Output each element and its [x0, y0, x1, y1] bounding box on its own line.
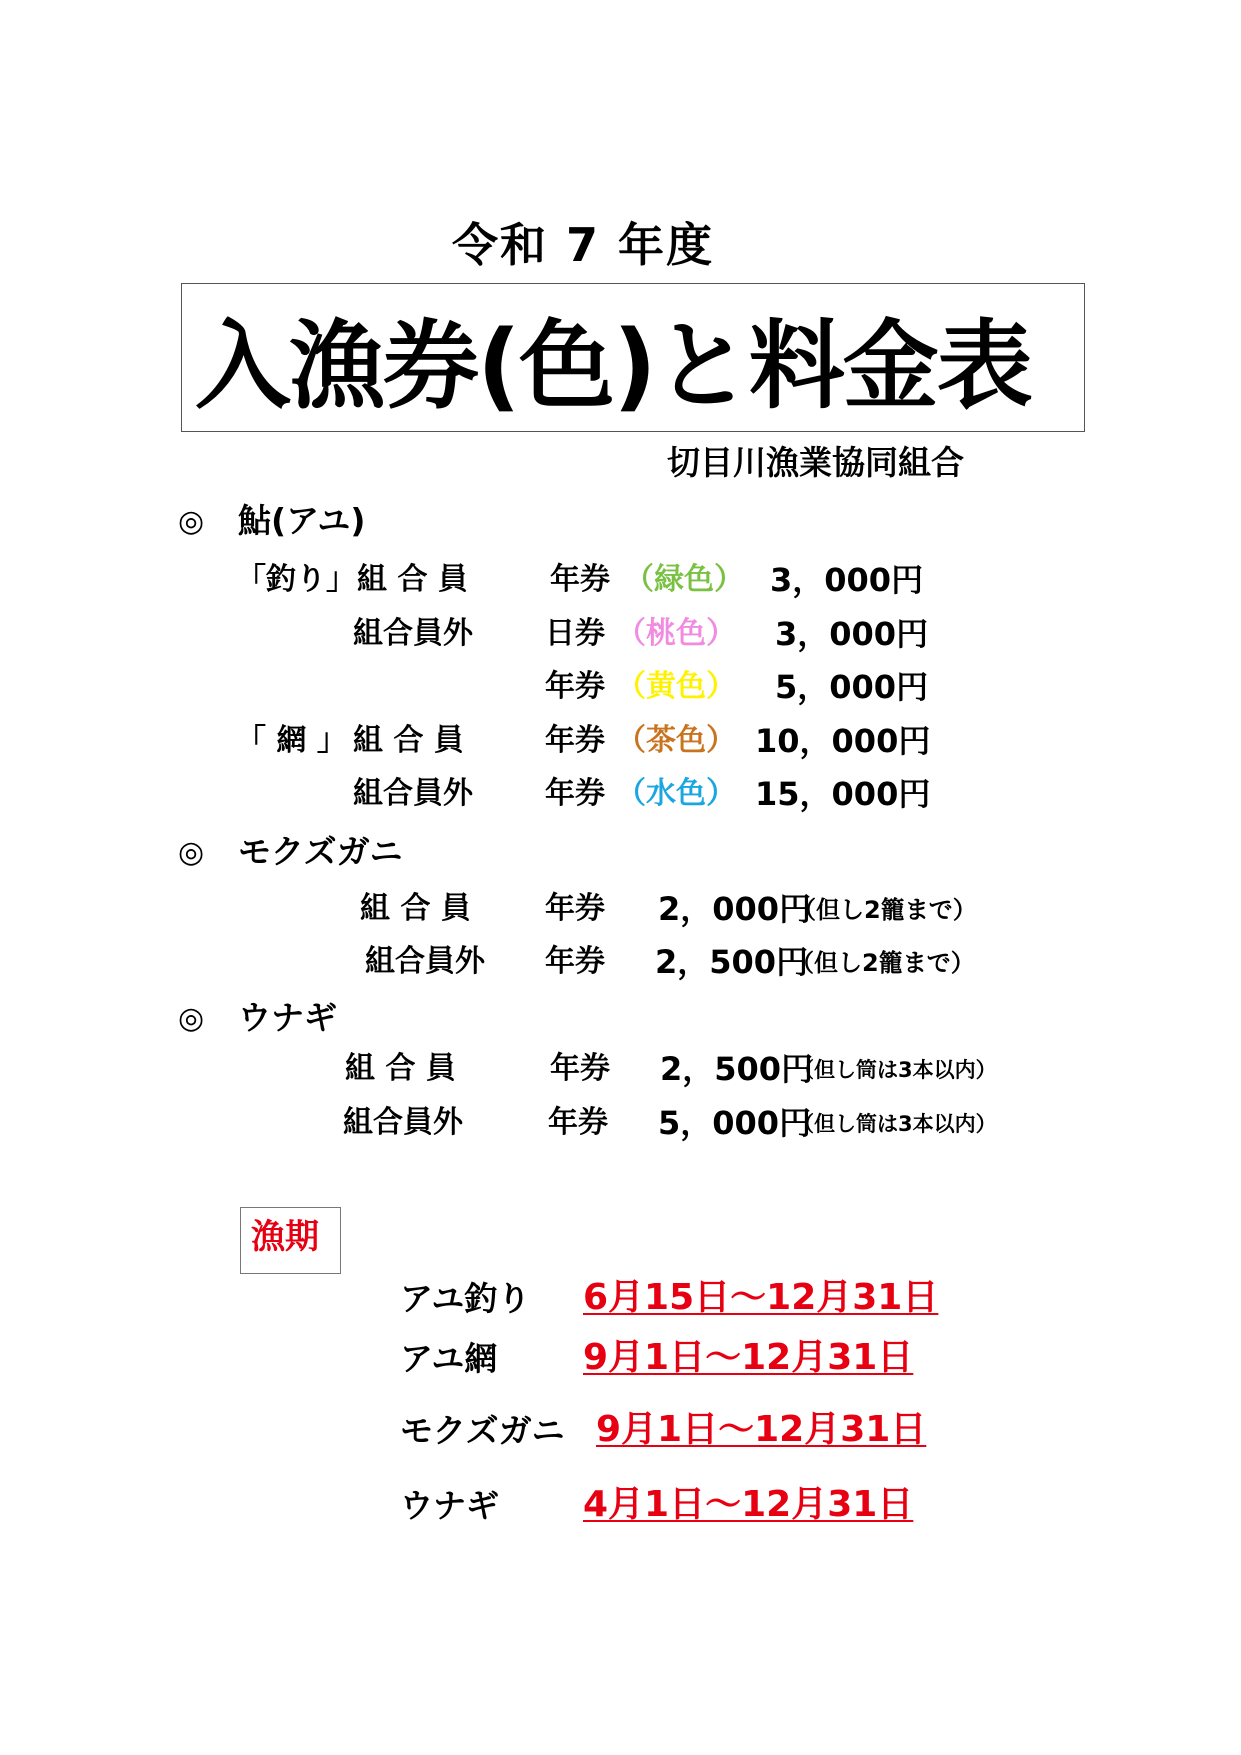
season-dates-mokuzugani: 9月1日～12月31日 — [596, 1409, 927, 1450]
mokuzugani-price: 2，500円 — [655, 943, 809, 981]
season-species-ayu-fishing: アユ釣り — [400, 1279, 531, 1318]
ayu-member: 組 合 員 — [357, 562, 468, 597]
season-dates-ayu-fishing: 6月15日～12月31日 — [583, 1277, 939, 1318]
ayu-price: 10，000円 — [755, 722, 931, 760]
season-dates-ayu-net: 9月1日～12月31日 — [583, 1337, 914, 1378]
unagi-price: 2，500円 — [660, 1050, 814, 1088]
season-dates-unagi: 4月1日～12月31日 — [583, 1484, 914, 1525]
section-heading-mokuzugani: モクズガニ — [238, 832, 403, 871]
mokuzugani-note: （但し2籠まで） — [792, 896, 977, 924]
mokuzugani-price: 2，000円 — [658, 890, 812, 928]
season-species-mokuzugani: モクズガニ — [400, 1411, 565, 1450]
ticket-color-green: （緑色） — [624, 562, 744, 597]
unagi-note: （但し筒は3本以内） — [793, 1112, 997, 1136]
section-heading-unagi: ウナギ — [238, 998, 337, 1037]
unagi-member: 組合員外 — [343, 1105, 463, 1140]
ayu-ticket: 年券 — [550, 562, 610, 597]
section-heading-ayu: 鮎(アユ) — [238, 501, 366, 540]
mokuzugani-ticket: 年券 — [545, 944, 605, 979]
ayu-price: 3，000円 — [770, 561, 924, 599]
mokuzugani-member: 組合員外 — [365, 944, 485, 979]
ayu-member: 組合員外 — [353, 616, 473, 651]
unagi-price: 5，000円 — [658, 1104, 812, 1142]
ayu-price: 15，000円 — [755, 775, 931, 813]
ayu-member: 組 合 員 — [353, 723, 464, 758]
season-label: 漁期 — [251, 1217, 319, 1257]
ayu-ticket: 年券 — [545, 776, 605, 811]
ayu-category-fishing: 「釣り」 — [236, 562, 356, 597]
ticket-color-cyan: （水色） — [616, 776, 736, 811]
unagi-note: （但し筒は3本以内） — [793, 1058, 997, 1082]
section-marker-unagi: ◎ — [178, 1001, 205, 1036]
organization-name: 切目川漁業協同組合 — [667, 443, 964, 482]
season-species-unagi: ウナギ — [400, 1486, 499, 1525]
unagi-ticket: 年券 — [550, 1051, 610, 1086]
ticket-color-pink: （桃色） — [616, 616, 736, 651]
section-marker-ayu: ◎ — [178, 504, 205, 539]
ayu-ticket: 年券 — [545, 723, 605, 758]
season-species-ayu-net: アユ網 — [400, 1339, 498, 1378]
ayu-ticket: 日券 — [545, 616, 605, 651]
ayu-price: 5，000円 — [775, 668, 929, 706]
ayu-ticket: 年券 — [545, 669, 605, 704]
ticket-color-brown: （茶色） — [616, 723, 736, 758]
fiscal-year: 令和 7 年度 — [452, 218, 715, 272]
ayu-member: 組合員外 — [353, 776, 473, 811]
unagi-member: 組 合 員 — [345, 1051, 456, 1086]
mokuzugani-ticket: 年券 — [545, 891, 605, 926]
ayu-category-net: 「 網 」 — [236, 723, 347, 758]
ayu-price: 3，000円 — [775, 615, 929, 653]
section-marker-mokuzugani: ◎ — [178, 835, 205, 870]
mokuzugani-member: 組 合 員 — [360, 891, 471, 926]
ticket-color-yellow: （黄色） — [616, 669, 736, 704]
unagi-ticket: 年券 — [548, 1105, 608, 1140]
mokuzugani-note: （但し2籠まで） — [790, 949, 975, 977]
page-title: 入漁券(色)と料金表 — [195, 310, 1031, 422]
